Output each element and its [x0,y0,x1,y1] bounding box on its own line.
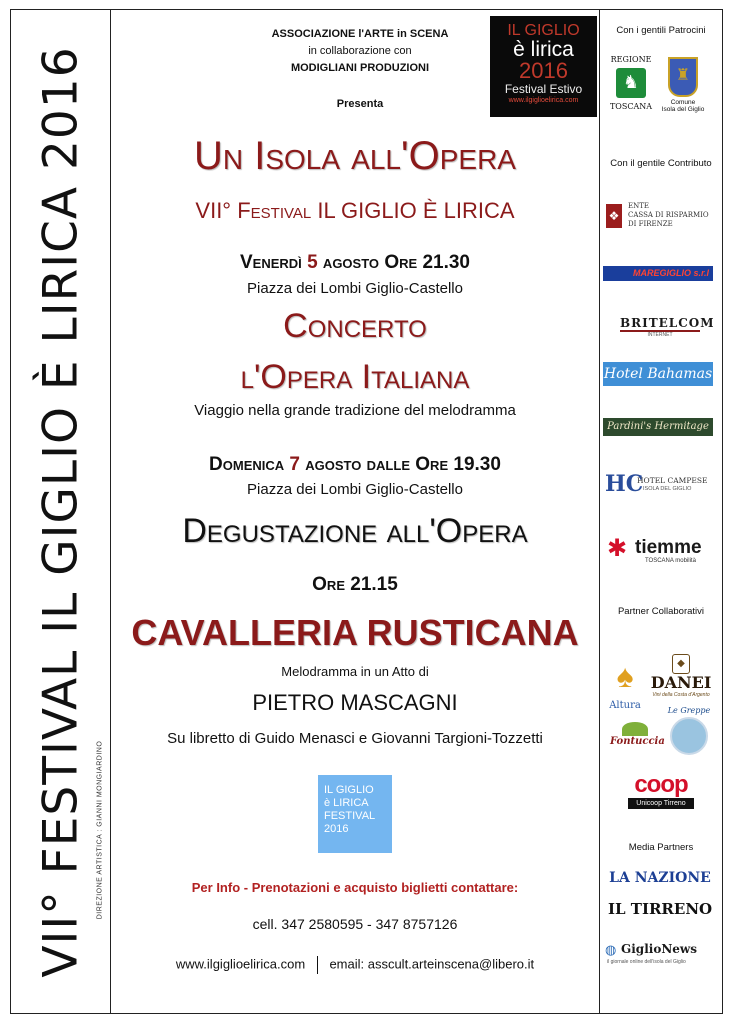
hotel-bahamas-logo: Hotel Bahamas [603,362,713,386]
media-heading: Media Partners [628,842,694,853]
opera-title: CAVALLERIA RUSTICANA [131,612,579,653]
festival-logo-line1: IL GIGLIO [507,22,580,39]
event1-subtitle: l'Opera Italiana [240,358,470,396]
unicoop-name: Unicoop Tirreno [628,798,694,809]
libretto-authors: Su libretto di Guido Menasci e Giovanni Targioni-Tozzetti [167,730,543,747]
regione-top-label: REGIONE [610,55,652,64]
badge-line2: è LIRICA [324,797,369,809]
event2-time: Ore 19.30 [415,454,501,475]
ente-emblem-icon: ❖ [606,204,622,228]
tiemme-logo [605,534,713,570]
opera-description: Melodramma in un Atto di [281,664,429,679]
event2-month: agosto dalle [300,454,416,475]
pegasus-icon: ♞ [616,68,646,98]
danei-logo [648,654,714,704]
hermitage-logo: Pardini's Hermitage [603,418,713,436]
badge-line4: 2016 [324,823,349,835]
coop-name: coop [634,771,688,798]
ente-line2: CASSA DI RISPARMIO [628,211,709,219]
regione-toscana-logo [609,55,653,119]
info-heading: Per Info - Prenotazioni e acquisto biglietti contattare: [191,880,519,895]
giglio-news-name: GiglioNews [621,942,698,956]
event1-time: Ore 21.30 [384,252,470,273]
festival-logo-line4: Festival Estivo [504,82,583,96]
festival-badge [318,775,392,853]
event2-date [111,454,599,476]
le-greppe-name: Le Greppe [667,706,711,715]
hc-monogram: HC [605,471,644,497]
festival-logo-year: 2016 [519,58,568,83]
danei-name: DANEI [650,673,712,692]
tiemme-name: tiemme [635,537,702,558]
hotel-campese-logo [603,468,715,504]
website-link[interactable]: www.ilgiglioelirica.com [175,956,306,972]
maregiglio-logo: MAREGIGLIO s.r.l [603,266,713,281]
composer-name: PIETRO MASCAGNI [252,690,458,715]
badge-line1: IL GIGLIO [324,784,374,796]
main-title: Un Isola all'Opera [194,134,516,178]
email-link[interactable]: email: asscult.arteinscena@libero.it [329,956,535,972]
presenta-label: Presenta [336,98,384,110]
danei-sub: Vini della Costa d'Argento [652,692,710,698]
britelcom-sub: INTERNET [647,332,673,338]
event1-title: Concerto [283,307,427,345]
il-tirreno-logo: IL TIRRENO [608,900,713,918]
event2-time2: Ore 21.15 [312,574,398,595]
runner-icon: ✱ [607,535,628,562]
partner-heading: Partner Collaborativi [617,606,705,617]
danei-emblem-icon: ◆ [672,654,690,674]
britelcom-name: BRITELCOM [620,316,715,330]
artistic-direction: DIREZIONE ARTISTICA : GIANNI MONGIARDINO [96,740,104,920]
altura-name: Altura [609,700,641,711]
tiemme-sub: TOSCANA mobilità [645,558,696,564]
badge-line3: FESTIVAL [324,810,376,822]
contact-divider [317,956,318,974]
event2-day: Domenica [209,454,290,475]
hotel-campese-sub: ISOLA DEL GIGLIO [643,486,692,492]
comune-label-line2: Isola del Giglio [661,106,705,113]
event1-place: Piazza dei Lombi Giglio-Castello [247,280,463,297]
event1-date [111,252,599,274]
globe-icon: ◍ [605,942,617,957]
event1-month: agosto [317,252,385,273]
regione-bottom-label: TOSCANA [609,102,653,111]
info-phones [111,916,599,932]
ente-line3: DI FIRENZE [628,220,673,228]
contributo-heading: Con il gentile Contributo [610,158,712,169]
festival-logo-url: www.ilgiglioelirica.com [508,97,579,104]
org-name: ASSOCIAZIONE l'ARTE in SCENA [271,28,449,40]
event1-day: Venerdì [240,252,308,273]
phone-numbers: 347 2580595 - 347 8757126 [277,916,458,932]
giglio-news-logo [603,942,717,970]
festival-logo-line2: è lirica [513,38,574,61]
phone-label: cell. [252,916,278,932]
hill-icon [622,722,648,736]
comune-giglio-logo [656,57,710,123]
event1-date-num: 5 [307,252,318,273]
event2-date-num: 7 [289,454,300,475]
org-partner: MODIGLIANI PRODUZIONI [290,62,430,74]
bird-icon: ♠ [616,658,634,694]
info-contacts [111,956,599,974]
ente-cassa-logo [604,202,716,232]
main-subtitle: VII° Festival IL GIGLIO È LIRICA [195,198,515,223]
org-collab: in collaborazione con [308,45,412,57]
event1-description: Viaggio nella grande tradizione del melodramma [194,402,516,419]
patrocini-heading: Con i gentili Patrocini [616,25,706,36]
le-greppe-logo [664,706,714,756]
fontuccia-name: Fontuccia [610,736,665,747]
comune-label-line1: Comune [670,99,696,106]
la-nazione-logo: LA NAZIONE [609,870,711,886]
event2-place: Piazza dei Lombi Giglio-Castello [247,481,463,498]
vertical-festival-title: VII° FESTIVAL IL GIGLIO È LIRICA 2016 [33,46,89,978]
ente-line1: ENTE [628,202,650,210]
coat-of-arms-icon: ♜ [668,57,698,97]
altura-logo [606,652,644,720]
festival-logo [490,16,597,117]
hotel-campese-name: HOTEL CAMPESE [637,476,708,485]
fontuccia-logo [610,722,665,756]
giglio-news-sub: il giornale online dell'isola del Giglio [607,959,686,965]
event2-title: Degustazione all'Opera [182,512,528,550]
coop-logo [628,772,694,818]
britelcom-logo [620,316,715,338]
landscape-icon [670,717,708,755]
